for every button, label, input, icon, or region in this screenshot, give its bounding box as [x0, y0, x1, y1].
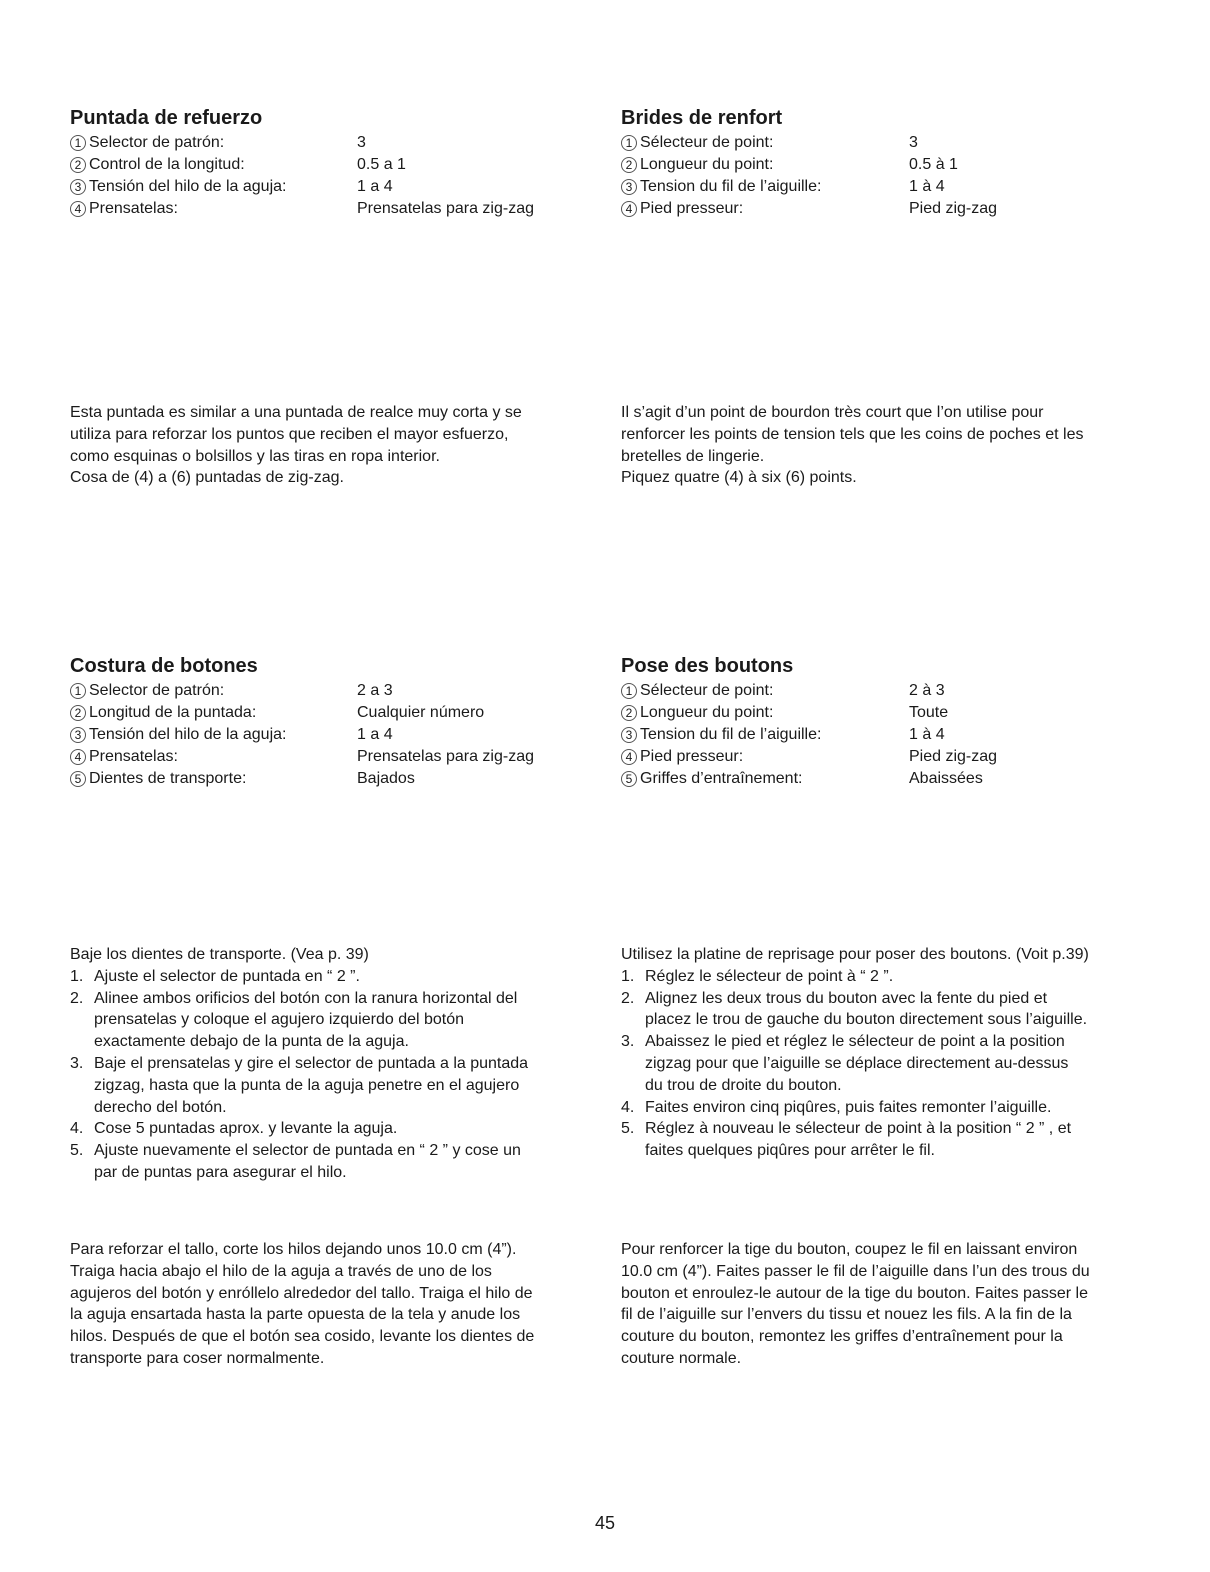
setting-label: Sélecteur de point:: [640, 134, 774, 151]
page-number: 45: [594, 1513, 616, 1533]
text-line: renforcer les points de tension tels que les coins de poches et les: [621, 425, 1084, 443]
fr-shank-paragraph: [621, 1239, 1181, 1370]
es-buttons-instructions: [70, 944, 610, 1184]
text-line: como esquinas o bolsillos y las tiras en ropa interior.: [70, 447, 440, 465]
list-item: [621, 966, 1181, 988]
step-number: 5.: [70, 1142, 84, 1160]
text-line: Piquez quatre (4) à six (6) points.: [621, 469, 857, 487]
circled-number-icon: 3: [70, 179, 86, 195]
text-line: Réglez le sélecteur de point à “ 2 ”.: [645, 967, 894, 985]
text-line: exactamente debajo de la punta de la aguja.: [94, 1033, 409, 1051]
step-number: 1.: [70, 967, 84, 985]
text-line: faites quelques piqûres pour arrêter le fil.: [645, 1142, 935, 1160]
setting-row: [621, 132, 1161, 154]
setting-label: Selector de patrón:: [89, 682, 225, 699]
text-line: utiliza para reforzar los puntos que reciben el mayor esfuerzo,: [70, 425, 509, 443]
setting-row: [621, 198, 1161, 220]
setting-value: 1 à 4: [909, 726, 945, 743]
text-line: Cose 5 puntadas aprox. y levante la aguja.: [94, 1120, 398, 1138]
es-reinforce-section: [70, 106, 610, 220]
es-buttons-section: [70, 654, 610, 790]
text-line: Ajuste nuevamente el selector de puntada en “ 2 ” y cose un: [94, 1142, 521, 1160]
setting-row: [70, 132, 610, 154]
es-buttons-title: Costura de botones: [70, 655, 258, 677]
setting-label: Prensatelas:: [89, 200, 178, 217]
steps-list: [70, 966, 610, 1184]
setting-row: [70, 680, 610, 702]
step-number: 1.: [621, 967, 635, 985]
circled-number-icon: 2: [621, 705, 637, 721]
step-number: 2.: [70, 989, 84, 1007]
list-item: [621, 988, 1181, 1032]
list-item: [70, 988, 610, 1053]
text-line: Baje el prensatelas y gire el selector de puntada a la puntada: [94, 1054, 529, 1072]
setting-row: [70, 724, 610, 746]
text-line: par de puntas para asegurar el hilo.: [94, 1163, 347, 1181]
step-number: 4.: [70, 1120, 84, 1138]
circled-number-icon: 5: [70, 771, 86, 787]
setting-value: 2 a 3: [357, 682, 393, 699]
list-item: [70, 966, 610, 988]
text-line: Abaissez le pied et réglez le sélecteur de point a la position: [645, 1033, 1065, 1051]
setting-value: 3: [357, 134, 366, 151]
setting-label: Dientes de transporte:: [89, 770, 247, 787]
fr-reinforce-section: [621, 106, 1161, 220]
setting-row: [70, 176, 610, 198]
intro-text: Utilisez la platine de reprisage pour poser des boutons. (Voit p.39): [621, 946, 1089, 963]
setting-value: Bajados: [357, 770, 415, 787]
es-reinforce-title: Puntada de refuerzo: [70, 107, 263, 129]
setting-row: [621, 702, 1161, 724]
text-line: 10.0 cm (4”). Faites passer le fil de l’aiguille dans l’un des trous du: [621, 1262, 1090, 1280]
text-line: couture normale.: [621, 1349, 742, 1367]
setting-value: Abaissées: [909, 770, 983, 787]
setting-value: 0.5 à 1: [909, 156, 958, 173]
paragraph: [70, 402, 610, 489]
setting-value: 3: [909, 134, 918, 151]
text-line: la aguja ensartada hasta la parte opuesta de la tela y anude los: [70, 1306, 521, 1324]
setting-label: Tension du fil de l’aiguille:: [640, 178, 822, 195]
text-line: Réglez à nouveau le sélecteur de point à la position “ 2 ” , et: [645, 1120, 1072, 1138]
setting-label: Prensatelas:: [89, 748, 178, 765]
text-line: Esta puntada es similar a una puntada de realce muy corta y se: [70, 404, 522, 421]
paragraph: [621, 1239, 1181, 1370]
fr-reinforce-description: [621, 402, 1161, 489]
circled-number-icon: 3: [621, 727, 637, 743]
text-line: zigzag pour que l’aiguille se déplace directement au-dessus: [645, 1054, 1069, 1072]
circled-number-icon: 1: [70, 135, 86, 151]
setting-value: 2 à 3: [909, 682, 945, 699]
setting-row: [70, 768, 610, 790]
step-number: 2.: [621, 989, 635, 1007]
circled-number-icon: 1: [621, 135, 637, 151]
setting-value: Prensatelas para zig-zag: [357, 200, 534, 217]
step-number: 3.: [70, 1054, 84, 1072]
setting-row: [621, 176, 1161, 198]
circled-number-icon: 2: [70, 705, 86, 721]
fr-buttons-settings: [621, 680, 1161, 790]
setting-label: Pied presseur:: [640, 200, 744, 217]
text-line: Il s’agit d’un point de bourdon très court que l’on utilise pour: [621, 404, 1044, 421]
text-line: fil de l’aiguille sur l’envers du tissu et nouez les fils. A la fin de la: [621, 1306, 1072, 1324]
setting-value: Pied zig-zag: [909, 200, 998, 217]
setting-row: [70, 198, 610, 220]
setting-label: Tension du fil de l’aiguille:: [640, 726, 822, 743]
text-line: Alignez les deux trous du bouton avec la fente du pied et: [645, 989, 1048, 1007]
circled-number-icon: 3: [621, 179, 637, 195]
setting-label: Control de la longitud:: [89, 156, 245, 173]
es-shank-paragraph: [70, 1239, 610, 1370]
setting-row: [621, 680, 1161, 702]
list-item: [70, 1140, 610, 1184]
setting-value: Prensatelas para zig-zag: [357, 748, 534, 765]
circled-number-icon: 5: [621, 771, 637, 787]
circled-number-icon: 3: [70, 727, 86, 743]
intro-text: Baje los dientes de transporte. (Vea p. 39): [70, 946, 369, 963]
text-line: hilos. Después de que el botón sea cosido, levante los dientes de: [70, 1328, 535, 1346]
text-line: agujeros del botón y enróllelo alrededor del tallo. Traiga el hilo de: [70, 1284, 533, 1302]
setting-label: Longueur du point:: [640, 704, 774, 721]
setting-label: Sélecteur de point:: [640, 682, 774, 699]
text-line: bouton et enroulez-le autour de la tige du bouton. Faites passer le: [621, 1284, 1088, 1302]
fr-buttons-title: Pose des boutons: [621, 655, 794, 677]
setting-value: Pied zig-zag: [909, 748, 998, 765]
text-line: Faites environ cinq piqûres, puis faites remonter l’aiguille.: [645, 1098, 1052, 1116]
text-line: couture du bouton, remontez les griffes d’entraînement pour la: [621, 1328, 1063, 1346]
fr-buttons-section: [621, 654, 1161, 790]
text-line: Para reforzar el tallo, corte los hilos dejando unos 10.0 cm (4”).: [70, 1241, 517, 1258]
setting-label: Selector de patrón:: [89, 134, 225, 151]
text-line: Ajuste el selector de puntada en “ 2 ”.: [94, 967, 360, 985]
setting-row: [621, 768, 1161, 790]
paragraph: [621, 402, 1161, 489]
es-reinforce-description: [70, 402, 610, 489]
circled-number-icon: 2: [70, 157, 86, 173]
step-number: 4.: [621, 1098, 635, 1116]
circled-number-icon: 4: [70, 201, 86, 217]
text-line: placez le trou de gauche du bouton directement sous l’aiguille.: [645, 1011, 1088, 1029]
setting-label: Tensión del hilo de la aguja:: [89, 178, 287, 195]
paragraph: [70, 1239, 610, 1370]
list-item: [621, 1031, 1181, 1096]
text-line: Cosa de (4) a (6) puntadas de zig-zag.: [70, 469, 344, 487]
setting-label: Pied presseur:: [640, 748, 744, 765]
step-number: 3.: [621, 1033, 635, 1051]
circled-number-icon: 1: [70, 683, 86, 699]
steps-list: [621, 966, 1181, 1162]
list-item: [70, 1118, 610, 1140]
es-reinforce-settings: [70, 132, 610, 220]
text-line: prensatelas y coloque el agujero izquierdo del botón: [94, 1011, 465, 1029]
setting-row: [70, 154, 610, 176]
list-item: [621, 1097, 1181, 1119]
setting-value: Cualquier número: [357, 704, 485, 721]
setting-label: Longueur du point:: [640, 156, 774, 173]
setting-value: 0.5 a 1: [357, 156, 406, 173]
setting-row: [621, 746, 1161, 768]
setting-label: Longitud de la puntada:: [89, 704, 257, 721]
text-line: Traiga hacia abajo el hilo de la aguja a través de uno de los: [70, 1262, 492, 1280]
circled-number-icon: 4: [621, 201, 637, 217]
setting-row: [621, 724, 1161, 746]
list-item: [621, 1118, 1181, 1162]
circled-number-icon: 2: [621, 157, 637, 173]
setting-label: Tensión del hilo de la aguja:: [89, 726, 287, 743]
setting-row: [70, 746, 610, 768]
es-buttons-settings: [70, 680, 610, 790]
setting-value: 1 à 4: [909, 178, 945, 195]
circled-number-icon: 4: [70, 749, 86, 765]
setting-row: [70, 702, 610, 724]
circled-number-icon: 4: [621, 749, 637, 765]
setting-value: Toute: [909, 704, 949, 721]
text-line: du trou de droite du bouton.: [645, 1076, 842, 1094]
setting-value: 1 a 4: [357, 726, 393, 743]
circled-number-icon: 1: [621, 683, 637, 699]
text-line: Pour renforcer la tige du bouton, coupez le fil en laissant environ: [621, 1241, 1078, 1258]
text-line: zigzag, hasta que la punta de la aguja penetre en el agujero: [94, 1076, 520, 1094]
text-line: Alinee ambos orificios del botón con la ranura horizontal del: [94, 989, 518, 1007]
setting-row: [621, 154, 1161, 176]
text-line: derecho del botón.: [94, 1098, 227, 1116]
setting-value: 1 a 4: [357, 178, 393, 195]
fr-buttons-instructions: [621, 944, 1181, 1162]
list-item: [70, 1053, 610, 1118]
setting-label: Griffes d’entraînement:: [640, 770, 803, 787]
step-number: 5.: [621, 1120, 635, 1138]
fr-reinforce-title: Brides de renfort: [621, 107, 783, 129]
text-line: transporte para coser normalmente.: [70, 1349, 325, 1367]
text-line: bretelles de lingerie.: [621, 447, 765, 465]
fr-reinforce-settings: [621, 132, 1161, 220]
